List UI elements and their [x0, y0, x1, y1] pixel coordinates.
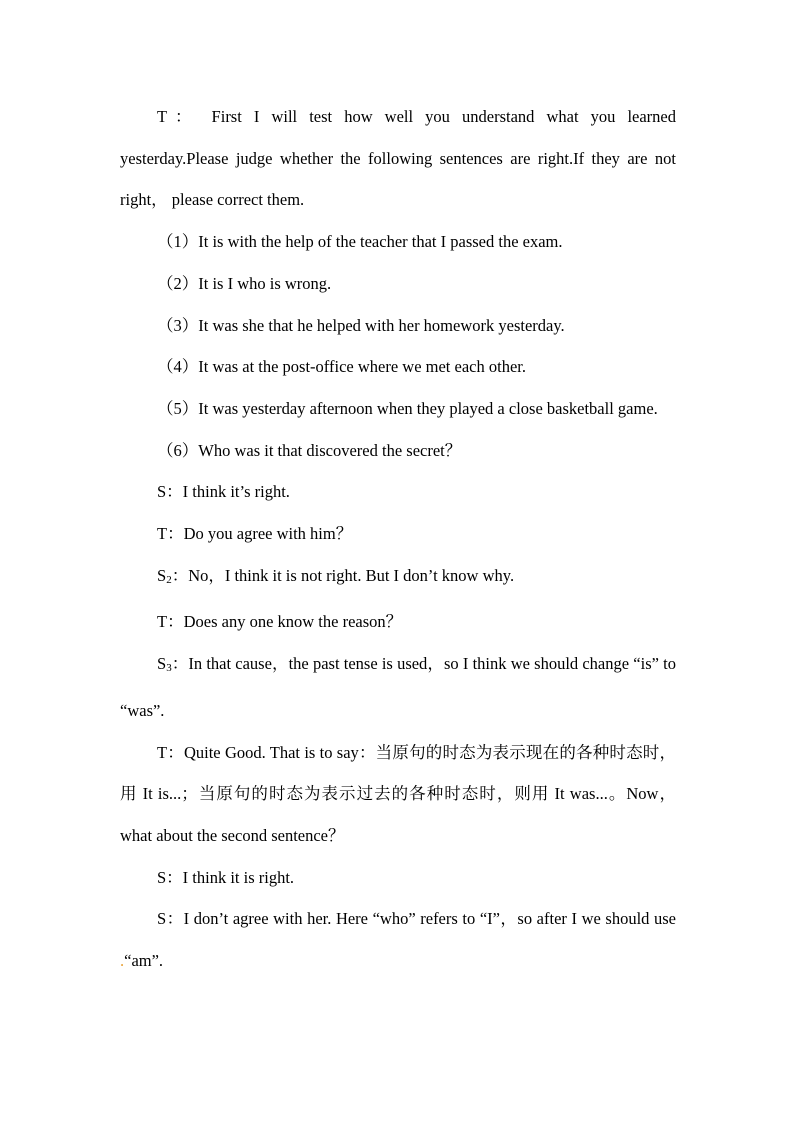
paragraph-student-reply-2 — [120, 857, 676, 899]
paragraph-teacher-question-1 — [120, 513, 676, 555]
paragraph-sentence-6 — [120, 430, 676, 472]
paragraph-text: （6）Who was it that discovered the secret？ — [157, 440, 462, 460]
speaker-subscript: 2 — [166, 573, 172, 586]
speaker-label: S — [157, 654, 167, 674]
paragraph-student-reply-1 — [120, 471, 676, 513]
speaker-subscript: 3 — [166, 662, 172, 675]
paragraph-teacher-question-2 — [120, 601, 676, 643]
paragraph-text: （1）It is with the help of the teacher that I passed the exam. — [157, 232, 563, 252]
paragraph-sentence-3 — [120, 305, 676, 347]
paragraph-text: ：In that cause，the past tense is used，so I think we should change “is” to “was”. — [120, 654, 676, 720]
paragraph-sentence-4 — [120, 346, 676, 388]
paragraph-sentence-5 — [120, 388, 676, 430]
paragraph-text: T：Do you agree with him？ — [157, 524, 353, 544]
paragraph-student-reply-3 — [120, 898, 676, 981]
paragraph-text: T： First I will test how well you understand what you learned yesterday.Please judge whether the following sentences are right.If they are not right， please correct them. — [120, 107, 676, 210]
paragraph-text: ：No，I think it is not right. But I don’t know why. — [171, 565, 515, 585]
document-body — [120, 96, 676, 982]
paragraph-tail: “am”. — [124, 951, 164, 971]
speaker-label: S — [157, 565, 167, 585]
paragraph-text: S：I think it is right. — [157, 867, 295, 887]
paragraph-text: （3）It was she that he helped with her homework yesterday. — [157, 315, 565, 335]
paragraph-sentence-2 — [120, 263, 676, 305]
highlight-mark: . — [120, 951, 125, 971]
paragraph-text: S：I don’t agree with her. Here “who” refers to “I”，so after I we should use — [157, 909, 676, 929]
paragraph-text: T：Quite Good. That is to say：当原句的时态为表示现在的各种时态时，用 It is...；当原句的时态为表示过去的各种时态时，则用 It was...。Now，what about the second sentence？ — [120, 742, 676, 845]
paragraph-text: T：Does any one know the reason？ — [157, 612, 403, 632]
paragraph-text: （4）It was at the post-office where we met each other. — [157, 357, 526, 377]
paragraph-sentence-1 — [120, 221, 676, 263]
paragraph-text: （2）It is I who is wrong. — [157, 273, 332, 293]
paragraph-student-3-reply — [120, 643, 676, 731]
paragraph-teacher-explanation — [120, 732, 676, 857]
paragraph-text: （5）It was yesterday afternoon when they played a close basketball game. — [157, 398, 658, 418]
paragraph-student-2-reply — [120, 555, 676, 602]
paragraph-text: S：I think it’s right. — [157, 482, 290, 502]
paragraph-teacher-intro — [120, 96, 676, 221]
